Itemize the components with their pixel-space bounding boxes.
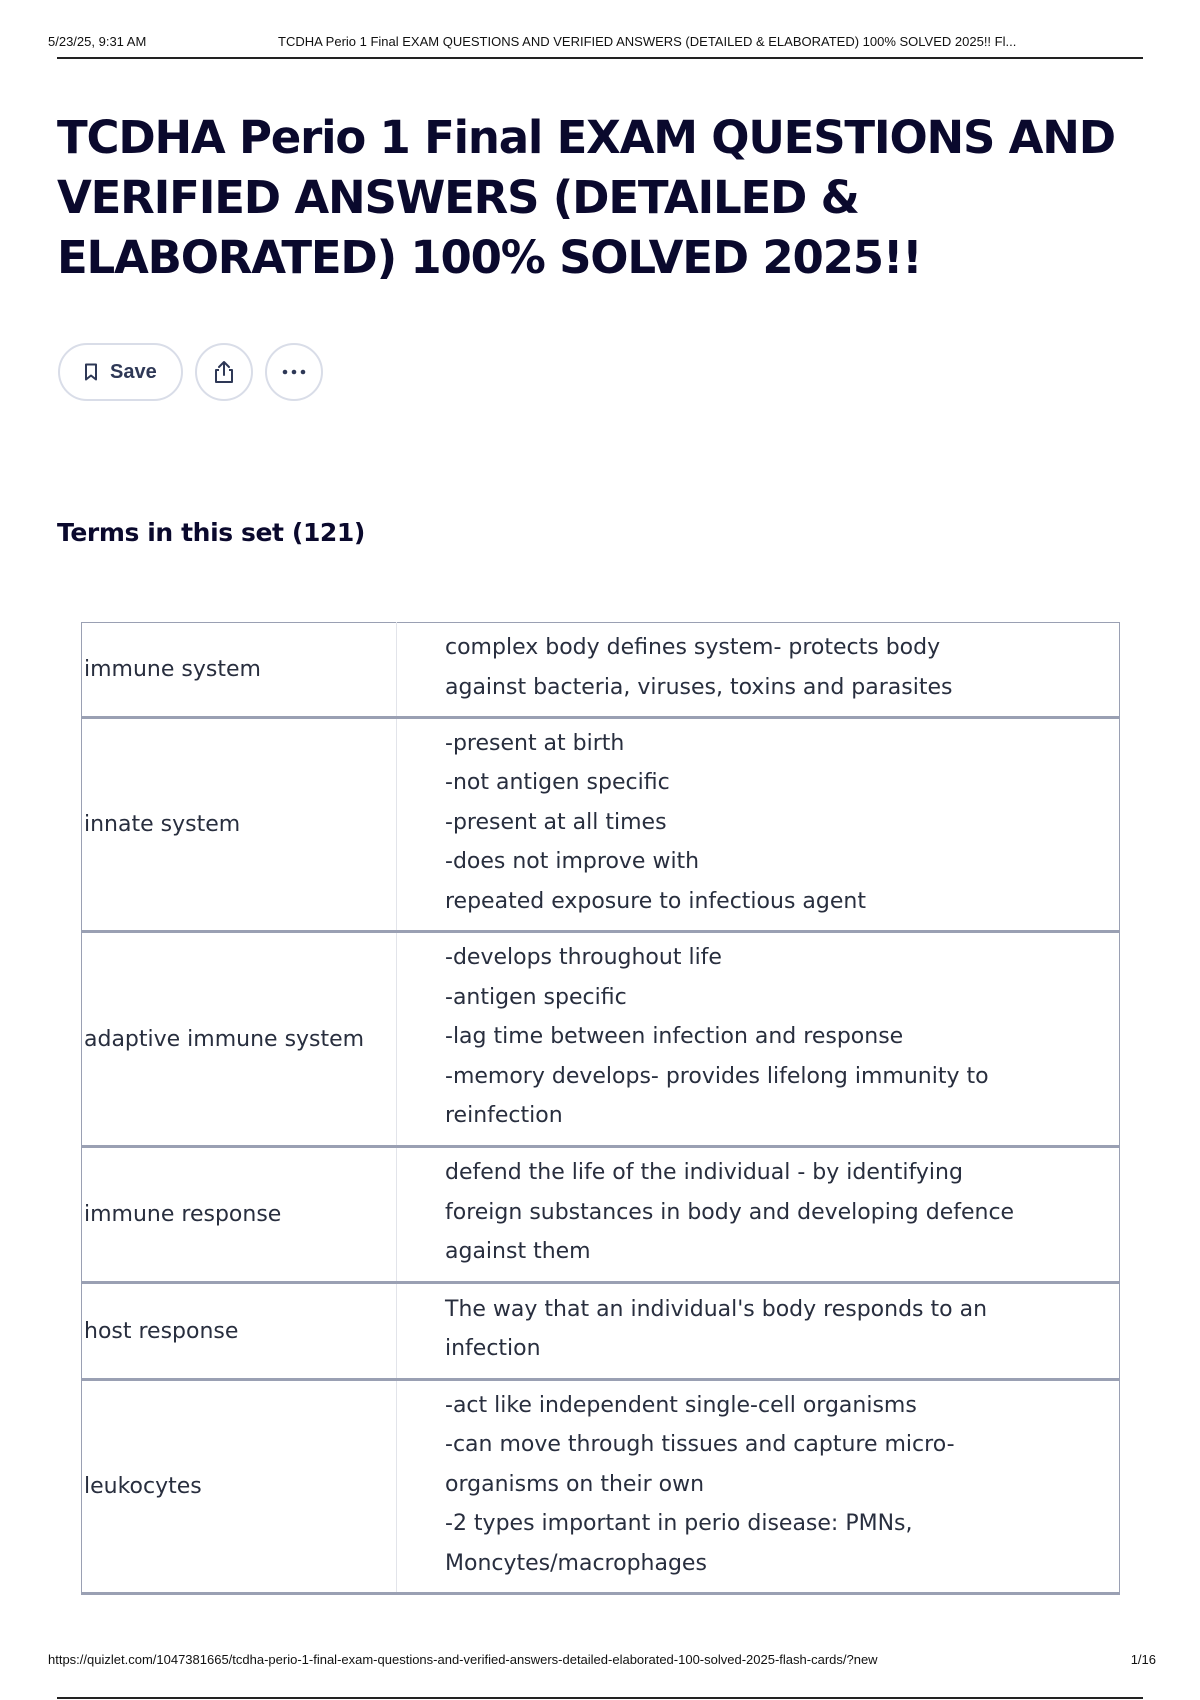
terms-table — [81, 622, 1120, 1595]
definition-cell — [397, 623, 1120, 718]
definition-cell — [397, 1147, 1120, 1283]
print-date: 5/23/25, 9:31 AM — [48, 33, 147, 49]
definition-line: -develops throughout life — [445, 945, 722, 971]
term-cell: innate system — [82, 718, 397, 932]
more-horizontal-icon — [281, 369, 307, 375]
definition-line: -present at all times — [445, 809, 667, 835]
term-cell: immune response — [82, 1147, 397, 1283]
definition-cell — [397, 1380, 1120, 1594]
definition-line: -can move through tissues and capture micro- — [445, 1432, 955, 1458]
header-divider — [57, 57, 1143, 59]
bookmark-icon — [84, 363, 98, 381]
term-cell: host response — [82, 1283, 397, 1380]
footer-divider — [57, 1697, 1143, 1699]
definition-line: defend the life of the individual - by identifying — [445, 1160, 963, 1186]
print-header — [48, 30, 1152, 52]
definition-line: Moncytes/macrophages — [445, 1550, 707, 1576]
more-button[interactable] — [265, 343, 323, 401]
table-row — [82, 623, 1120, 718]
table-row — [82, 1283, 1120, 1380]
definition-line: -antigen specific — [445, 984, 627, 1010]
share-icon — [212, 359, 236, 385]
page-title — [57, 108, 1117, 288]
page-title-line: ELABORATED) 100% SOLVED 2025!! — [57, 231, 922, 284]
definition-cell — [397, 1283, 1120, 1380]
definition-line: The way that an individual's body responds to an — [445, 1296, 988, 1322]
print-doc-title: TCDHA Perio 1 Final EXAM QUESTIONS AND VERIFIED ANSWERS (DETAILED & ELABORATED) 100% SOLVED 2025!! Fl... — [278, 33, 1017, 49]
table-row — [82, 718, 1120, 932]
definition-line: against them — [445, 1239, 591, 1265]
definition-line: against bacteria, viruses, toxins and parasites — [445, 674, 953, 700]
save-button[interactable] — [58, 343, 183, 401]
term-cell: immune system — [82, 623, 397, 718]
terms-heading: Terms in this set (121) — [57, 518, 365, 547]
definition-line: organisms on their own — [445, 1471, 705, 1497]
print-page-number: 1/16 — [1130, 1652, 1156, 1667]
table-row — [82, 1380, 1120, 1594]
print-footer — [48, 1652, 1156, 1667]
definition-line: -does not improve with — [445, 849, 700, 875]
page-title-line: TCDHA Perio 1 Final EXAM QUESTIONS AND — [57, 111, 1115, 164]
print-url: https://quizlet.com/1047381665/tcdha-perio-1-final-exam-questions-and-verified-answers-detailed-elaborated-100-solved-2025-flash-cards/?new — [48, 1652, 878, 1667]
definition-line: foreign substances in body and developing defence — [445, 1199, 1015, 1225]
save-button-label: Save — [110, 360, 157, 383]
definition-line: reinfection — [445, 1103, 563, 1129]
definition-line: -memory develops- provides lifelong immunity to — [445, 1063, 989, 1089]
definition-line: -2 types important in perio disease: PMNs, — [445, 1511, 913, 1537]
definition-line: infection — [445, 1336, 541, 1361]
share-button[interactable] — [195, 343, 253, 401]
definition-line: repeated exposure to infectious agent — [445, 888, 866, 914]
definition-line: -present at birth — [445, 730, 625, 756]
definition-cell — [397, 932, 1120, 1147]
action-bar — [58, 343, 323, 401]
definition-cell — [397, 718, 1120, 932]
term-cell: leukocytes — [82, 1380, 397, 1594]
page-title-line: VERIFIED ANSWERS (DETAILED & — [57, 171, 859, 224]
definition-line: complex body defines system- protects body — [445, 635, 941, 660]
definition-line: -lag time between infection and response — [445, 1024, 904, 1050]
definition-line: -not antigen specific — [445, 770, 670, 796]
term-cell: adaptive immune system — [82, 932, 397, 1147]
table-row — [82, 932, 1120, 1147]
definition-line: -act like independent single-cell organisms — [445, 1392, 917, 1418]
table-row — [82, 1147, 1120, 1283]
